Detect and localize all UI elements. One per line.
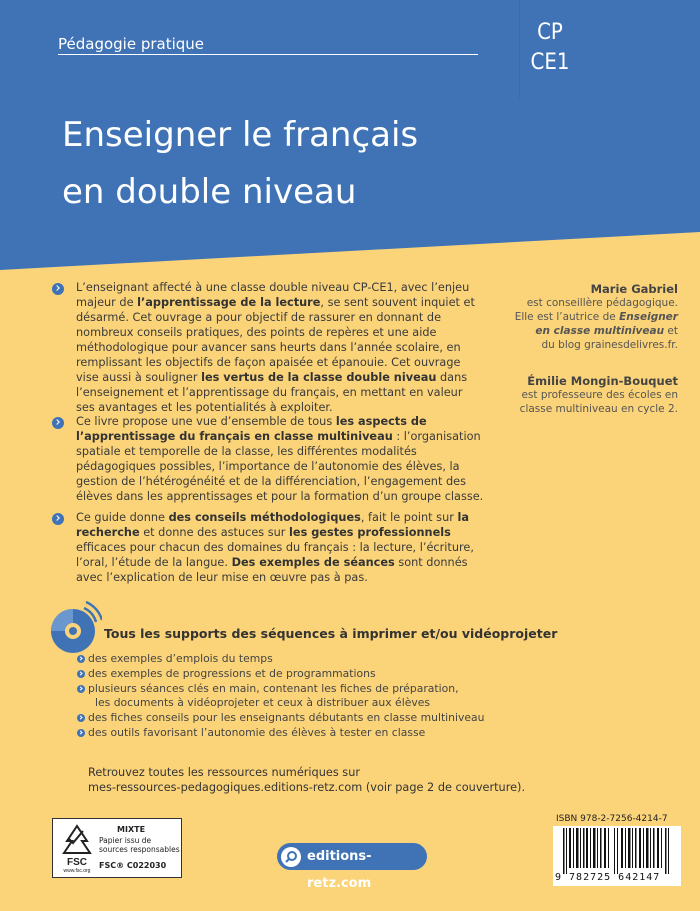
paragraph-overview: Ce livre propose une vue d’ensemble de tous les aspects de l’apprentissage du français en classe multiniveau : l’organisation spatiale et temporelle de la classe, les différentes modalités pédagogiques possibles, l’importance de l’autonomie des élèves, la gestion de l’hétérogénéité et de la différenciation, l’engagement des élèves dans les apprentissages et pour la formation d’un groupe classe. <box>76 415 484 503</box>
author-bio-line: est conseillère pédagogique. <box>526 297 678 309</box>
bullet-arrow-icon <box>52 283 64 295</box>
isbn-label: ISBN 978-2-7256-4214-7 <box>556 814 668 824</box>
author-bio-line: en classe multiniveau et <box>535 325 678 337</box>
book-title-line-2: en double niveau <box>62 172 357 212</box>
fsc-label <box>52 818 182 878</box>
fsc-tree-logo-icon <box>59 823 95 873</box>
list-item: des exemples d’emplois du temps <box>88 652 273 665</box>
website-button[interactable] <box>277 843 427 891</box>
fsc-mixte: MIXTE <box>117 825 146 834</box>
bullet-arrow-icon <box>52 513 64 525</box>
author-bio-line: Elle est l’autrice de Enseigner <box>514 311 678 323</box>
search-icon <box>281 847 301 867</box>
fsc-line: Papier issu de <box>99 836 152 845</box>
resources-intro: Retrouvez toutes les ressources numériques sur <box>88 766 360 779</box>
website-label: editions-retz.com <box>307 849 372 891</box>
list-bullet-icon <box>77 729 85 737</box>
bullet-arrow-icon <box>52 417 64 429</box>
author-name: Émilie Mongin-Bouquet <box>527 374 678 388</box>
barcode-digits: 9 782725 642147 <box>555 872 661 883</box>
list-bullet-icon <box>77 670 85 678</box>
fsc-line: sources responsables <box>99 845 180 854</box>
barcode <box>553 826 681 886</box>
list-item: des outils favorisant l’autonomie des élèves à tester en classe <box>88 726 426 739</box>
paragraph-guide: Ce guide donne des conseils méthodologiques, fait le point sur la recherche et donne des astuces sur les gestes professionnels efficaces pour chacun des domaines du français : la lecture, l’écriture, l’oral, l’étude de la langue. Des exemples de séances sont donnés avec l’explication de leur mise en œuvre pas à pas. <box>76 511 474 584</box>
disc-icon <box>44 598 102 656</box>
author-bio-line: classe multiniveau en cycle 2. <box>519 403 678 415</box>
book-title-line-1: Enseigner le français <box>62 115 419 155</box>
list-item: plusieurs séances clés en main, contenant les fiches de préparation, <box>88 682 459 695</box>
list-bullet-icon <box>77 655 85 663</box>
fsc-code: FSC® C022030 <box>99 861 167 870</box>
level-box <box>520 0 580 98</box>
author-bio-line: du blog grainesdelivres.fr. <box>541 339 678 351</box>
list-bullet-icon <box>77 685 85 693</box>
fsc-url: www.fsc.org <box>63 868 91 873</box>
list-item-continued: les documents à vidéoprojeter et ceux à distribuer aux élèves <box>95 696 431 709</box>
level-ce1: CE1 <box>530 50 570 75</box>
list-bullet-icon <box>77 714 85 722</box>
author-bio-line: est professeure des écoles en <box>521 389 678 401</box>
list-item: des fiches conseils pour les enseignants débutants en classe multiniveau <box>88 711 485 724</box>
author-emilie-mongin-bouquet <box>488 374 678 416</box>
level-cp: CP <box>537 20 563 45</box>
resources-link[interactable]: mes-ressources-pedagogiques.editions-retz.com (voir page 2 de couverture). <box>88 781 526 794</box>
fsc-logo-text: FSC <box>67 857 87 868</box>
author-marie-gabriel <box>488 282 678 352</box>
author-name: Marie Gabriel <box>590 282 678 296</box>
supports-title: Tous les supports des séquences à imprimer et/ou vidéoprojeter <box>104 626 558 641</box>
list-item: des exemples de progressions et de programmations <box>88 667 376 680</box>
barcode-bars <box>553 826 681 874</box>
series-rule <box>58 54 478 55</box>
paragraph-intro: L’enseignant affecté à une classe double niveau CP-CE1, avec l’enjeu majeur de l’apprentissage de la lecture, se sent souvent inquiet et désarmé. Cet ouvrage a pour objectif de rassurer en donnant de nombreux conseils pratiques, des points de repères et une aide méthodologique pour avancer sans heurts dans l’année scolaire, en remplissant les objectifs de façon apaisée et épanouie. Cet ouvrage vise aussi à souligner les vertus de la classe double niveau dans l’enseignement et l’apprentissage du français, en mettant en valeur ses avantages et les potentialités à exploiter. <box>76 281 475 414</box>
series-label: Pédagogie pratique <box>58 35 205 53</box>
